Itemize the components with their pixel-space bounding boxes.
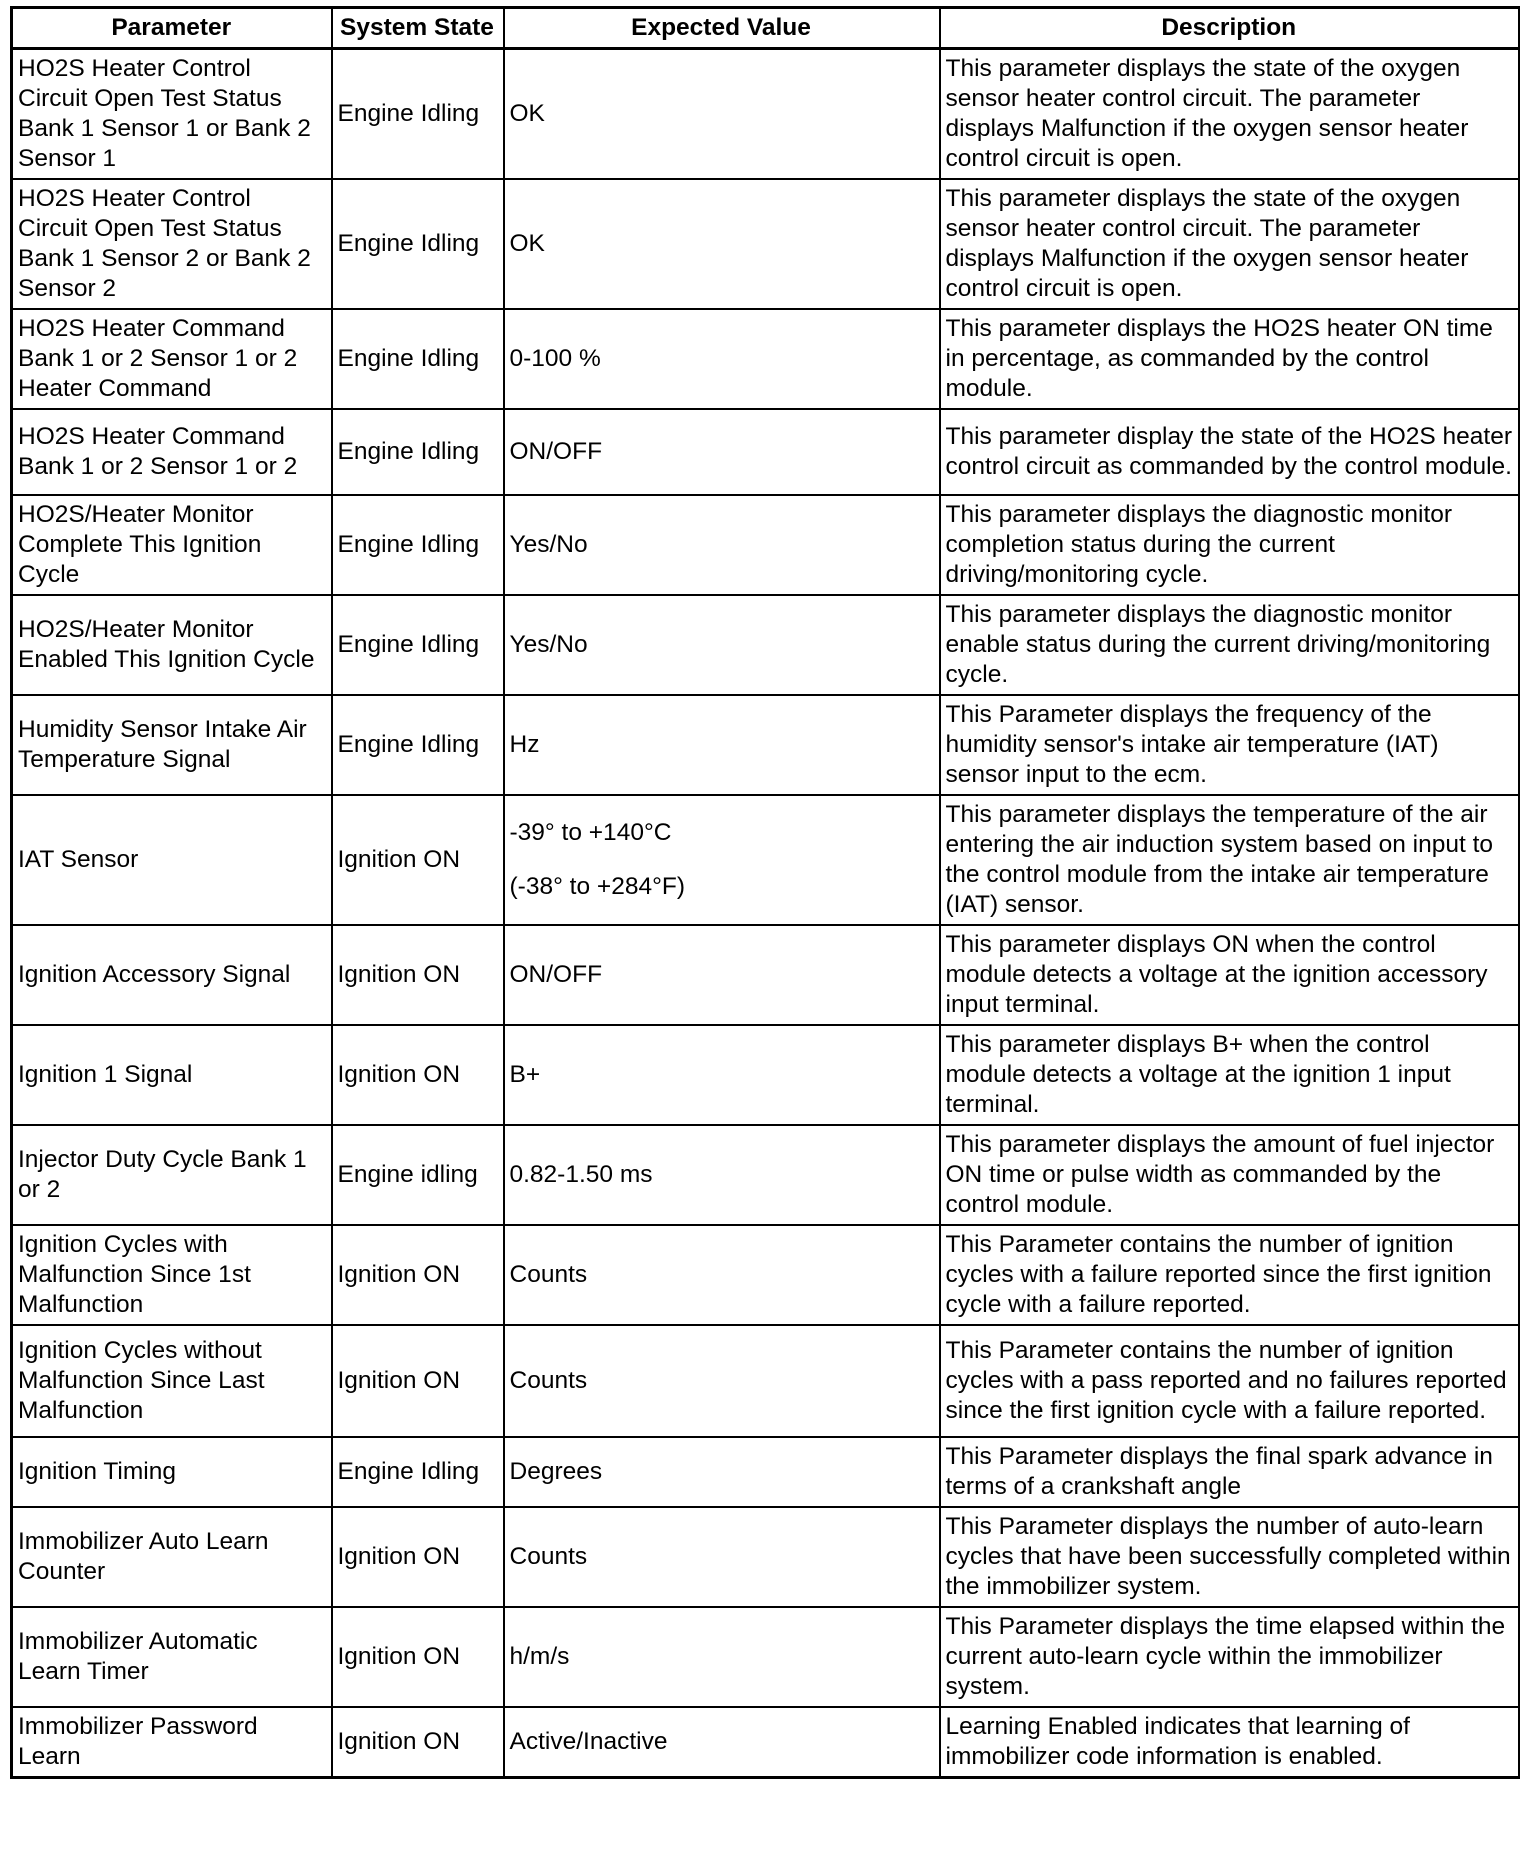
table-row: [12, 495, 1520, 595]
cell-system-state: Ignition ON: [332, 925, 504, 1025]
cell-parameter: HO2S Heater Control Circuit Open Test Status Bank 1 Sensor 1 or Bank 2 Sensor 1: [12, 49, 332, 180]
expected-value-line: Counts: [509, 1543, 588, 1570]
cell-expected-value: [504, 1437, 940, 1507]
cell-system-state: Ignition ON: [332, 1325, 504, 1437]
expected-value-line: Yes/No: [509, 531, 588, 558]
parameter-table: [10, 6, 1520, 1779]
cell-system-state: Ignition ON: [332, 1025, 504, 1125]
table-row: [12, 309, 1520, 409]
expected-value-line: Counts: [509, 1367, 588, 1394]
table-body: [12, 49, 1520, 1778]
cell-description: This parameter displays the temperature of the air entering the air induction system based on input to the control module from the intake air temperature (IAT) sensor.: [940, 795, 1520, 925]
cell-expected-value: [504, 49, 940, 180]
cell-expected-value: [504, 1607, 940, 1707]
cell-system-state: Engine Idling: [332, 309, 504, 409]
cell-system-state: Engine Idling: [332, 179, 504, 309]
table-row: [12, 409, 1520, 495]
cell-parameter: Ignition Cycles with Malfunction Since 1st Malfunction: [12, 1225, 332, 1325]
table-row: [12, 179, 1520, 309]
cell-expected-value: [504, 795, 940, 925]
cell-system-state: Engine Idling: [332, 495, 504, 595]
expected-value-line: (-38° to +284°F): [509, 873, 686, 900]
cell-description: This parameter displays the diagnostic monitor completion status during the current driving/monitoring cycle.: [940, 495, 1520, 595]
cell-description: This Parameter displays the time elapsed within the current auto-learn cycle within the immobilizer system.: [940, 1607, 1520, 1707]
cell-system-state: Ignition ON: [332, 795, 504, 925]
cell-system-state: Engine Idling: [332, 49, 504, 180]
cell-parameter: Immobilizer Automatic Learn Timer: [12, 1607, 332, 1707]
cell-description: This parameter displays the state of the oxygen sensor heater control circuit. The parameter displays Malfunction if the oxygen sensor heater control circuit is open.: [940, 179, 1520, 309]
expected-value-line: B+: [509, 1061, 541, 1088]
cell-description: This Parameter displays the number of auto-learn cycles that have been successfully completed within the immobilizer system.: [940, 1507, 1520, 1607]
cell-expected-value: [504, 179, 940, 309]
cell-expected-value: [504, 1325, 940, 1437]
cell-parameter: Ignition Accessory Signal: [12, 925, 332, 1025]
expected-value-line: Degrees: [509, 1458, 603, 1485]
table-row: [12, 1437, 1520, 1507]
cell-system-state: Ignition ON: [332, 1607, 504, 1707]
cell-parameter: HO2S/Heater Monitor Enabled This Ignition Cycle: [12, 595, 332, 695]
cell-system-state: Engine idling: [332, 1125, 504, 1225]
expected-value-line: OK: [509, 230, 545, 257]
cell-parameter: HO2S/Heater Monitor Complete This Ignition Cycle: [12, 495, 332, 595]
table-row: [12, 695, 1520, 795]
header-description: Description: [940, 8, 1520, 49]
cell-parameter: Injector Duty Cycle Bank 1 or 2: [12, 1125, 332, 1225]
cell-expected-value: [504, 409, 940, 495]
cell-expected-value: [504, 1125, 940, 1225]
cell-system-state: Ignition ON: [332, 1225, 504, 1325]
cell-expected-value: [504, 1225, 940, 1325]
cell-expected-value: [504, 1507, 940, 1607]
cell-description: This parameter displays the diagnostic monitor enable status during the current driving/monitoring cycle.: [940, 595, 1520, 695]
cell-parameter: Ignition 1 Signal: [12, 1025, 332, 1125]
cell-description: Learning Enabled indicates that learning of immobilizer code information is enabled.: [940, 1707, 1520, 1778]
header-system-state: System State: [332, 8, 504, 49]
expected-value-line: Hz: [509, 731, 540, 758]
cell-expected-value: [504, 1707, 940, 1778]
table-row: [12, 925, 1520, 1025]
cell-parameter: IAT Sensor: [12, 795, 332, 925]
table-row: [12, 1125, 1520, 1225]
cell-description: This parameter display the state of the HO2S heater control circuit as commanded by the control module.: [940, 409, 1520, 495]
cell-expected-value: [504, 495, 940, 595]
expected-value-line: ON/OFF: [509, 961, 603, 988]
table-row: [12, 1325, 1520, 1437]
table-row: [12, 1507, 1520, 1607]
cell-description: This parameter displays B+ when the control module detects a voltage at the ignition 1 input terminal.: [940, 1025, 1520, 1125]
cell-parameter: Ignition Cycles without Malfunction Since Last Malfunction: [12, 1325, 332, 1437]
expected-value-line: 0-100 %: [509, 345, 601, 372]
cell-system-state: Engine Idling: [332, 595, 504, 695]
cell-description: This Parameter contains the number of ignition cycles with a failure reported since the first ignition cycle with a failure reported.: [940, 1225, 1520, 1325]
table-row: [12, 1225, 1520, 1325]
cell-parameter: HO2S Heater Control Circuit Open Test Status Bank 1 Sensor 2 or Bank 2 Sensor 2: [12, 179, 332, 309]
cell-expected-value: [504, 309, 940, 409]
table-row: [12, 795, 1520, 925]
cell-system-state: Engine Idling: [332, 409, 504, 495]
cell-description: This parameter displays ON when the control module detects a voltage at the ignition accessory input terminal.: [940, 925, 1520, 1025]
header-row: [12, 8, 1520, 49]
cell-parameter: Immobilizer Password Learn: [12, 1707, 332, 1778]
expected-value-line: Counts: [509, 1261, 588, 1288]
cell-system-state: Engine Idling: [332, 1437, 504, 1507]
table-header: [12, 8, 1520, 49]
cell-expected-value: [504, 595, 940, 695]
cell-parameter: Immobilizer Auto Learn Counter: [12, 1507, 332, 1607]
cell-description: This Parameter contains the number of ignition cycles with a pass reported and no failures reported since the first ignition cycle with a failure reported.: [940, 1325, 1520, 1437]
cell-expected-value: [504, 1025, 940, 1125]
cell-parameter: Ignition Timing: [12, 1437, 332, 1507]
expected-value-line: 0.82-1.50 ms: [509, 1161, 653, 1188]
document-page: [10, 6, 1518, 1779]
header-expected-value: Expected Value: [504, 8, 940, 49]
expected-value-line: ON/OFF: [509, 438, 603, 465]
expected-value-line: -39° to +140°C: [509, 819, 672, 846]
header-parameter: Parameter: [12, 8, 332, 49]
cell-description: This Parameter displays the final spark advance in terms of a crankshaft angle: [940, 1437, 1520, 1507]
table-row: [12, 49, 1520, 180]
expected-value-line: Yes/No: [509, 631, 588, 658]
expected-value-line: Active/Inactive: [509, 1728, 668, 1755]
expected-value-line: OK: [509, 100, 545, 127]
cell-description: This parameter displays the state of the oxygen sensor heater control circuit. The parameter displays Malfunction if the oxygen sensor heater control circuit is open.: [940, 49, 1520, 180]
cell-system-state: Engine Idling: [332, 695, 504, 795]
cell-system-state: Ignition ON: [332, 1507, 504, 1607]
cell-expected-value: [504, 695, 940, 795]
cell-parameter: HO2S Heater Command Bank 1 or 2 Sensor 1 or 2 Heater Command: [12, 309, 332, 409]
cell-system-state: Ignition ON: [332, 1707, 504, 1778]
cell-description: This parameter displays the amount of fuel injector ON time or pulse width as commanded by the control module.: [940, 1125, 1520, 1225]
table-row: [12, 1607, 1520, 1707]
table-row: [12, 1707, 1520, 1778]
table-row: [12, 1025, 1520, 1125]
expected-value-line: h/m/s: [509, 1643, 570, 1670]
table-row: [12, 595, 1520, 695]
cell-description: This Parameter displays the frequency of the humidity sensor's intake air temperature (IAT) sensor input to the ecm.: [940, 695, 1520, 795]
cell-parameter: HO2S Heater Command Bank 1 or 2 Sensor 1 or 2: [12, 409, 332, 495]
cell-parameter: Humidity Sensor Intake Air Temperature Signal: [12, 695, 332, 795]
cell-expected-value: [504, 925, 940, 1025]
cell-description: This parameter displays the HO2S heater ON time in percentage, as commanded by the control module.: [940, 309, 1520, 409]
